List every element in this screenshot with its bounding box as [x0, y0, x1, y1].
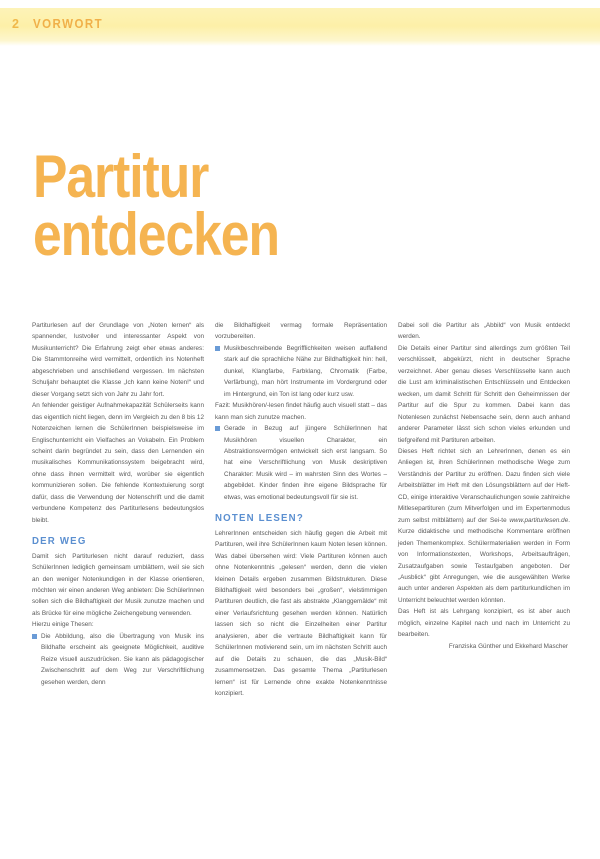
bullet-item: [32, 631, 204, 688]
paragraph: Hierzu einige Thesen:: [32, 621, 94, 629]
paragraph: Fazit: Musikhören/-lesen findet häufig auch visuell statt – das kann man sich zunutze machen.: [215, 402, 387, 421]
author-signature: Franziska Günther und Ekkehard Mascher: [448, 642, 568, 650]
bullet-text: Die Abbildung, also die Übertragung von Musik ins Bildhafte erscheint als geeignete Möglichkeit, auditive Reize visuell auszudrücken. Sie kann als pädagogischer Zwischenschritt auf dem Weg zur Verschriftlichung gesehen werden, denn: [41, 632, 204, 686]
website-url[interactable]: www.partiturlesen.de: [509, 516, 569, 524]
paragraph: Die Details einer Partitur sind allerdings zum größten Teil verschlüsselt, abgekürzt, nicht in deutscher Sprache verzeichnet. Aber genau dieses Verschlüsselte kann auch die Lust am kriminalistischen Entschlüsseln und Entdecken wecken, um damit Schritt für Schritt den Geheimnissen der Partitur auf die Spur zu kommen. Dabei kann das Notenlesen zunächst Nebensache sein, denn auch anhand anderer Parameter lässt sich schon vieles erkunden und tiefgreifend mit Partituren arbeiten.: [398, 344, 570, 444]
paragraph: Das Heft ist als Lehrgang konzipiert, es ist aber auch möglich, einzelne Kapitel nach und nach im Unterricht zu bearbeiten.: [398, 608, 570, 639]
page-header: [12, 17, 110, 31]
square-bullet-icon: [215, 426, 220, 431]
section-heading-der-weg: DER WEG: [32, 535, 87, 548]
page-number: 2: [12, 17, 20, 31]
bullet-item: [215, 343, 387, 400]
bullet-item: [215, 423, 387, 503]
paragraph: LehrerInnen entscheiden sich häufig gegen die Arbeit mit Partituren, weil ihre SchülerInnen kaum Noten lesen können. Was dabei übersehen wird: Viele Partituren können auch ohne Notenkenntnis „gelesen“ werden, denn die vielen kleinen Details ergeben zusammen Bildstrukturen. Diese Bildhaftigkeit wird besonders bei „großen“, vielstimmigen Partituren deutlich, die fast als abstrakte „Klanggemälde“ mit einer Verlaufsrichtung gesehen werden können. Natürlich lassen sich so nicht die Einzelheiten einer Partitur analysieren, aber die vertraute Bildhaftigkeit kann für SchülerInnen motivierend sein, um im nächsten Schritt auch auf die Details zu schauen, die das „Musik-Bild“ zusammensetzen. Das gesamte Thema „Partiturlesen lernen“ ist für Lernende ohne exakte Notenkenntnisse konzipiert.: [215, 529, 387, 698]
text-column-3: [398, 320, 570, 700]
paragraph-part-a: Dieses Heft richtet sich an LehrerInnen, denen es ein Anliegen ist, ihren SchülerInnen methodische Wege zum Verständnis der Partitur zu eröffnen. Dazu finden sich viele Arbeitsblätter im Heft mit den Lösungsblättern auf der Heft-CD, einige interaktive Veranschaulichungen sowie zahlreiche Mitlesepartituren (zum Mitverfolgen und im Expertenmodus zum selbst mitblättern) auf der Sei-te: [398, 447, 570, 524]
paragraph: Dabei soll die Partitur als „Abbild“ von Musik entdeckt werden.: [398, 322, 570, 341]
bullet-text: Musikbeschreibende Begrifflichkeiten weisen auffallend stark auf die sprachliche Nähe zur Bildhaftigkeit hin: hell, dunkel, Klangfarbe, Farbklang, Chromatik (Farbe, Verfärbung), man hört Instrumente im Vordergrund oder im Hintergrund, ein Ton ist lang oder kurz usw.: [224, 344, 387, 398]
article-body: [32, 320, 600, 700]
paragraph: Damit sich Partiturlesen nicht darauf reduziert, dass SchülerInnen lediglich gemeinsam umblättern, weil sie sich an den weniger Notenkundigen in der Klasse orientieren, möchten wir einen anderen Weg anbieten: Die SchülerInnen sollen sich die Bildhaftigkeit der Musik zunutze machen und als Brücke für eine mögliche Zeichengebung verwenden.: [32, 552, 204, 617]
bullet-text: Gerade in Bezug auf jüngere SchülerInnen hat Musikhören visuellen Charakter, ein Abstraktionsvermögen entwickelt sich erst langsam. So hat eine Verschriftlichung von Musik deskriptiven Charakter: Musik wird – im wahrsten Sinn des Wortes – abgebildet. Kinder finden ihre eigene Bildsprache für etwas, was emotional bedeutungsvoll für sie ist.: [224, 425, 387, 501]
text-column-2: [215, 320, 387, 700]
paragraph: Partiturlesen auf der Grundlage von „Noten lernen“ als spannender, lustvoller und interessanter Aspekt von Musikunterricht? Die Erfahrung zeigt eher etwas anderes: Die Stammtonreihe wird vermittelt, ordentlich ins Notenheft abgeschrieben und anschließend vergessen. Im nächsten Schuljahr behauptet die Klasse „Ich kann keine Noten!“ und dieser Vorgang setzt sich von Jahr zu Jahr fort.: [32, 322, 204, 398]
paragraph: die Bildhaftigkeit vermag formale Repräsentation vorzubereiten.: [215, 322, 387, 341]
page-title: [33, 143, 453, 269]
paragraph-part-b: . Kurze didaktische und methodische Kommentare eröffnen jeden Themenkomplex. Schülermaterialien werden in Form von Informationstexten, Workshops, Arbeitsaufträgen, Zusatzaufgaben sowie Testaufgaben angeboten. Der „Ausblick“ gibt Anregungen, wie die ausgewählten Werke auch unter anderen Aspekten als dem partiturkundlichen im Unterricht beleuchtet werden könnten.: [398, 516, 570, 604]
page-title-line-2: entdecken: [33, 201, 279, 269]
paragraph: [398, 446, 570, 606]
square-bullet-icon: [32, 634, 37, 639]
square-bullet-icon: [215, 346, 220, 351]
section-heading-noten-lesen: NOTEN LESEN?: [215, 512, 304, 525]
page-title-line-1: Partitur: [33, 143, 209, 210]
paragraph: An fehlender geistiger Aufnahmekapazität Schülerseits kann das eigentlich nicht liegen, denn im Vergleich zu den 8 bis 12 Notenzeichen lernen die SchülerInnen beispielsweise im Englischunterricht ein Vielfaches an Vokabeln. Ein Problem scheint darin begründet zu sein, dass den Lernenden ein musikalisches Kommunikationssystem beigebracht wird, ohne dass ihnen vermittelt wird, worüber sie eigentlich kommunizieren sollen. Die fehlende Kontextuierung sorgt dafür, dass die Verwendung der Notenschrift und die damit verbundene Kompetenz des Partiturlesens bedeutungslos bleibt.: [32, 402, 204, 524]
section-label: VORWORT: [33, 17, 104, 31]
text-column-1: [32, 320, 204, 700]
